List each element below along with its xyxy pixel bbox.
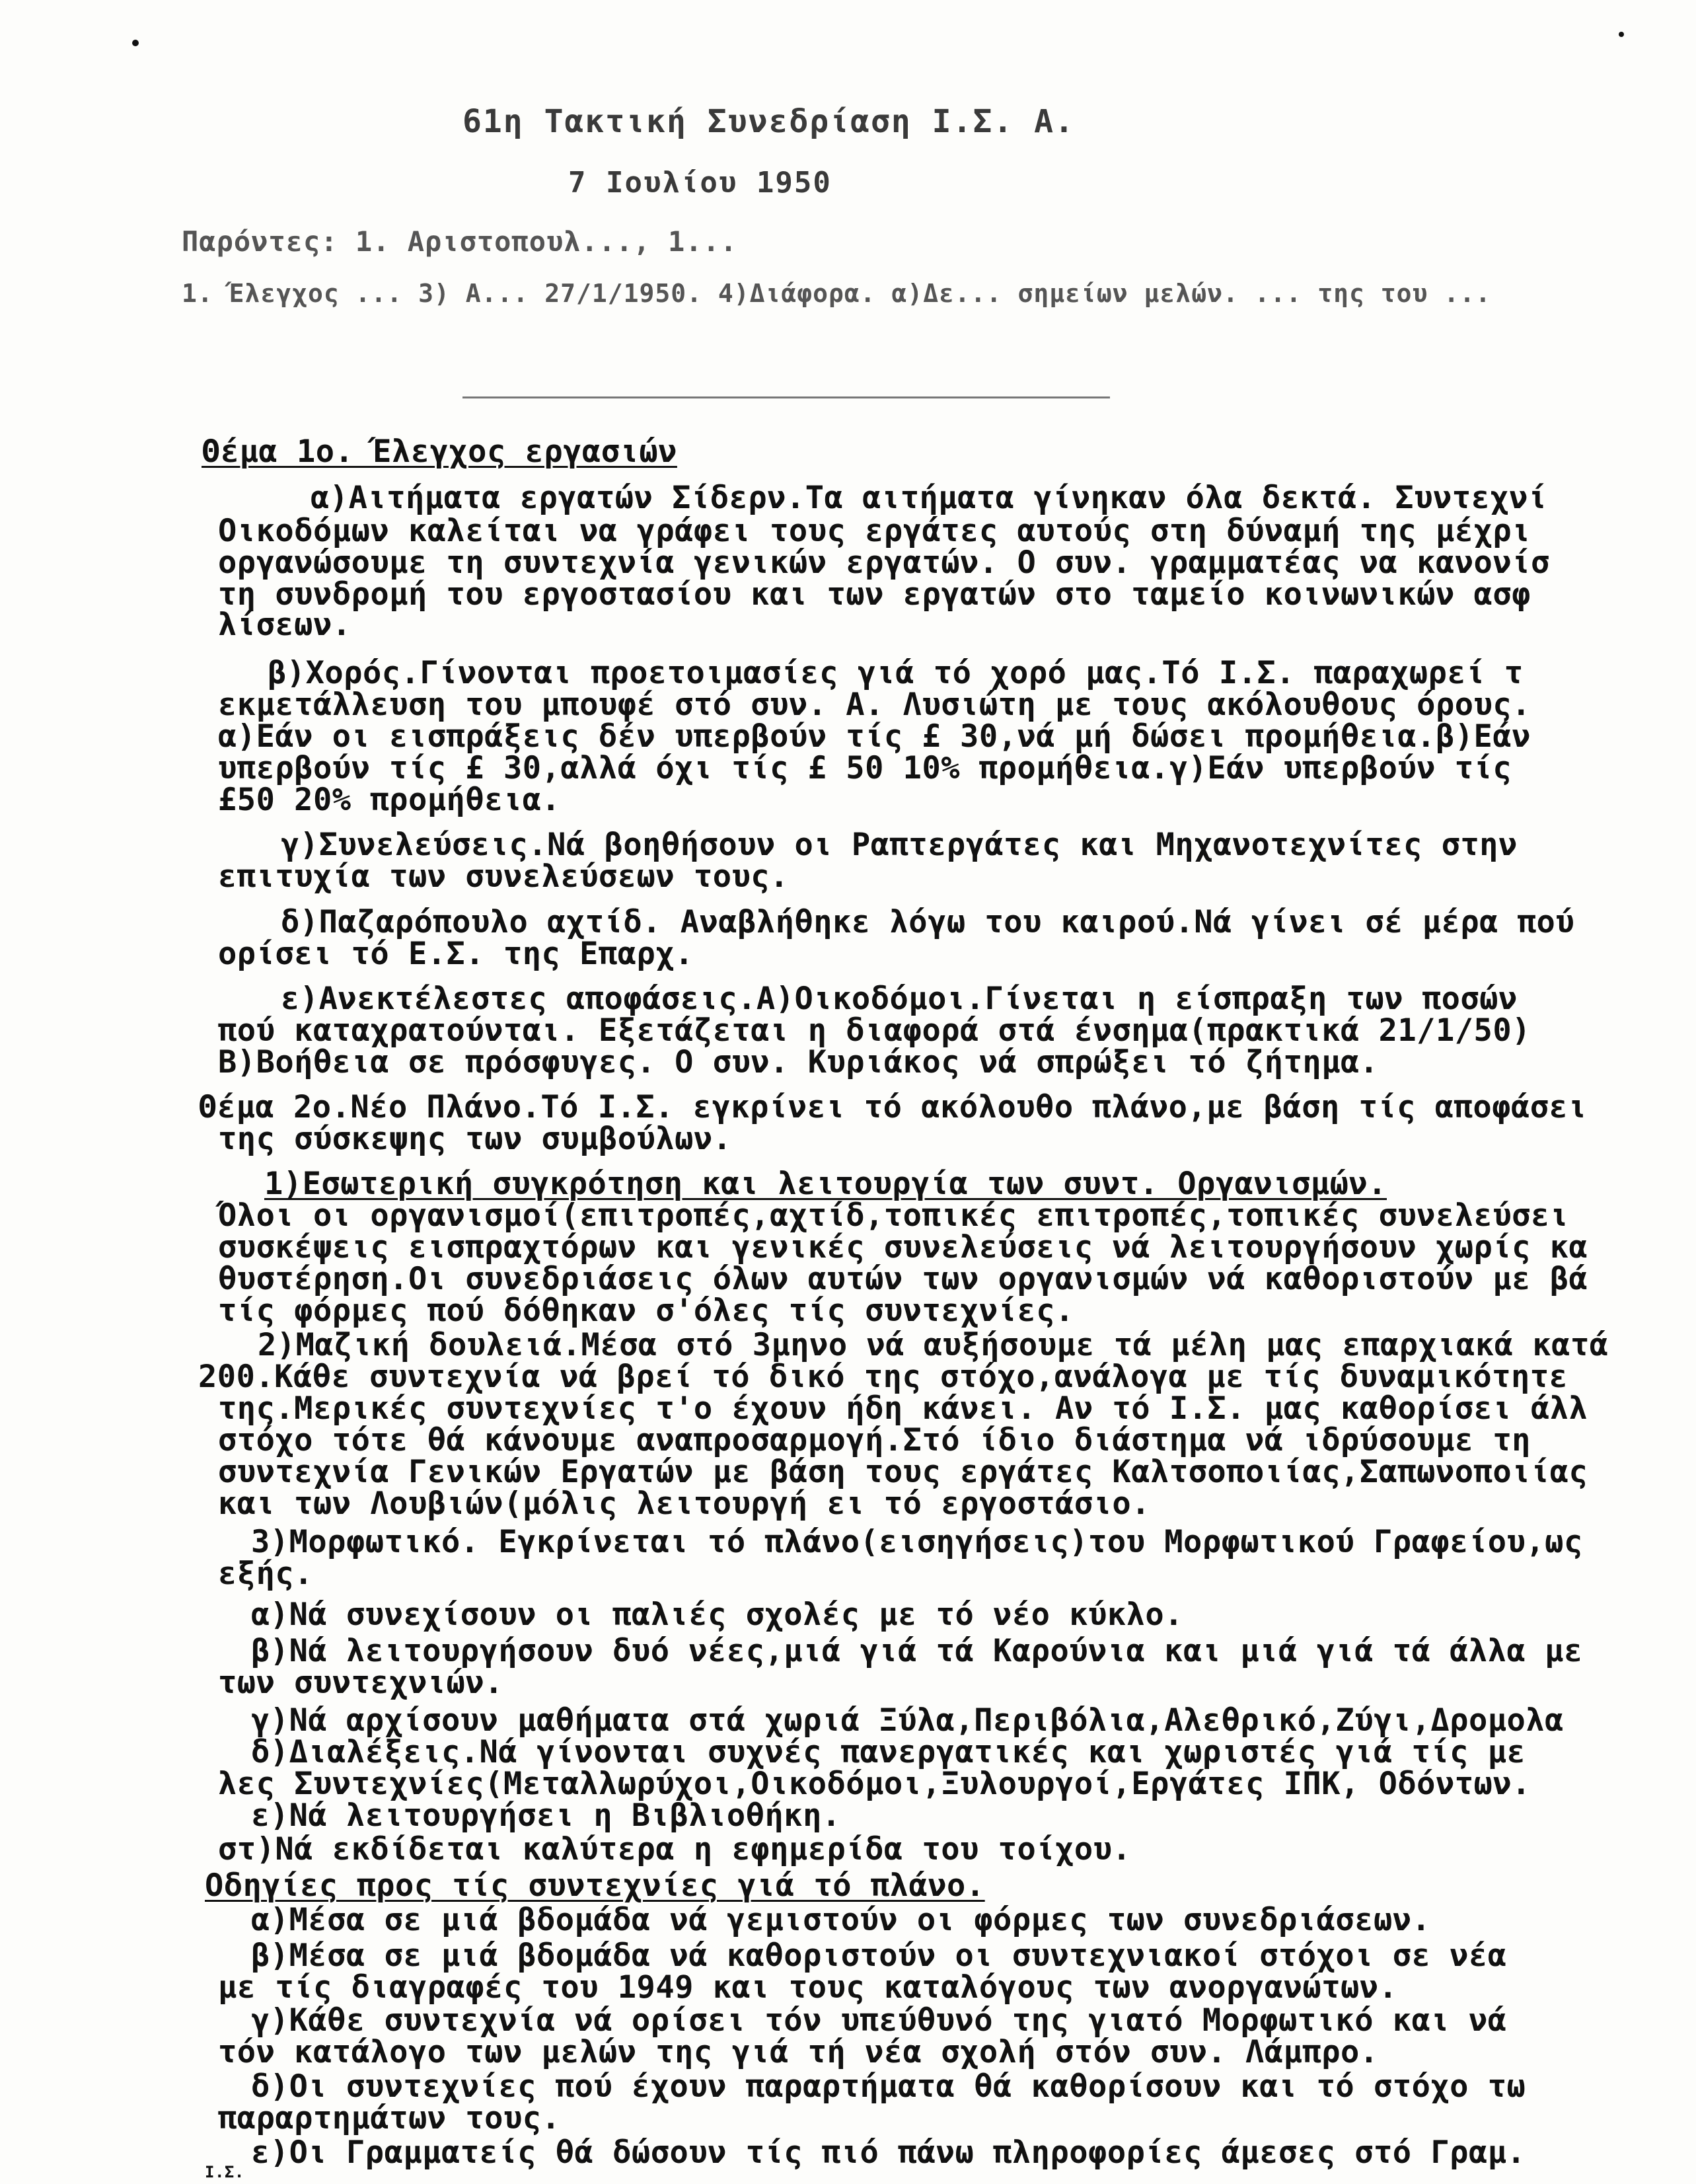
body-line: συσκέψεις εισπραχτόρων και γενικές συνελεύσεις νά λειτουργήσουν χωρίς κα <box>218 1229 1588 1265</box>
body-line: και των Λουβιών(μόλις λειτουργή ει τό εργοστάσιο. <box>218 1486 1151 1522</box>
body-line: εκμετάλλευση του μπουφέ στό συν. Α. Λυσιώτη με τους ακόλουθους όρους. <box>218 687 1531 723</box>
attendance-line: Παρόντες: 1. Αριστοπουλ..., 1... <box>182 225 738 258</box>
body-line: Ι.Σ. <box>205 2163 244 2181</box>
body-line: με τίς διαγραφές του 1949 και τους καταλόγους των ανοργανώτων. <box>218 1969 1398 2006</box>
body-line: α)Νά συνεχίσουν οι παλιές σχολές με τό νέο κύκλο. <box>251 1597 1184 1633</box>
body-line: γ)Κάθε συντεχνία νά ορίσει τόν υπεύθυνό της γιατό Μορφωτικό και νά <box>251 2002 1507 2039</box>
body-line: 2)Μαζική δουλειά.Μέσα στό 3μηνο νά αυξήσουμε τά μέλη μας επαρχιακά κατά <box>258 1327 1609 1363</box>
separator-line <box>462 396 1110 398</box>
body-line: Οικοδόμων καλείται να γράφει τους εργάτες αυτούς στη δύναμή της μέχρι <box>218 513 1531 549</box>
body-line: δ)Διαλέξεις.Νά γίνονται συχνές πανεργατικές και χωριστές γιά τίς με <box>251 1734 1526 1770</box>
body-line: πού καταχρατούνται. Εξετάζεται η διαφορά στά ένσημα(πρακτικά 21/1/50) <box>218 1012 1531 1049</box>
scan-speck <box>132 40 139 46</box>
body-line: δ)Οι συντεχνίες πού έχουν παραρτήματα θά καθορίσουν και τό στόχο τω <box>251 2068 1526 2105</box>
scan-speck <box>1619 32 1624 37</box>
body-line: γ)Νά αρχίσουν μαθήματα στά χωριά Ξύλα,Περιβόλια,Αλεθρικό,Ζύγι,Δρομολα <box>251 1702 1564 1739</box>
body-line: Όλοι οι οργανισμοί(επιτροπές,αχτίδ,τοπικές επιτροπές,τοπικές συνελεύσει <box>218 1197 1569 1234</box>
body-line: δ)Παζαρόπουλο αχτίδ. Αναβλήθηκε λόγω του καιρού.Νά γίνει σέ μέρα πού <box>281 904 1575 940</box>
body-line: ορίσει τό Ε.Σ. της Επαρχ. <box>218 936 694 972</box>
body-line: α)Μέσα σε μιά βδομάδα νά γεμιστούν οι φόρμες των συνεδριάσεων. <box>251 1902 1431 1938</box>
body-line: της.Μερικές συντεχνίες τ'ο έχουν ήδη κάνει. Αν τό Ι.Σ. μας καθορίσει άλλ <box>218 1390 1588 1427</box>
body-line: λες Συντεχνίες(Μεταλλωρύχοι,Οικοδόμοι,Ξυλουργοί,Εργάτες ΙΠΚ, Οδόντων. <box>218 1766 1531 1802</box>
body-line: β)Μέσα σε μιά βδομάδα νά καθοριστούν οι συντεχνιακοί στόχοι σε νέα <box>251 1938 1507 1974</box>
body-line: ε)Νά λειτουργήσει η Βιβλιοθήκη. <box>251 1797 841 1834</box>
body-line: εξής. <box>218 1556 313 1592</box>
body-line: τίς φόρμες πού δόθηκαν σ'όλες τίς συντεχνίες. <box>218 1293 1074 1329</box>
body-line: επιτυχία των συνελεύσεων τους. <box>218 858 789 895</box>
body-line: ε)Οι Γραμματείς θά δώσουν τίς πιό πάνω πληροφορίες άμεσες στό Γραμ. <box>251 2134 1526 2171</box>
body-line: γ)Συνελεύσεις.Νά βοηθήσουν οι Ραπτεργάτες και Μηχανοτεχνίτες στην <box>281 827 1518 863</box>
subsection-heading: 1)Εσωτερική συγκρότηση και λειτουργία των συντ. Οργανισμών. <box>264 1166 1387 1202</box>
body-line: θυστέρηση.Οι συνεδριάσεις όλων αυτών των οργανισμών νά καθοριστούν με βά <box>218 1261 1588 1297</box>
section-heading: Θέμα 1ο. Έλεγχος εργασιών <box>202 433 677 470</box>
minutes-title: 61η Τακτική Συνεδρίαση Ι.Σ. Α. <box>462 103 1075 140</box>
body-line: της σύσκεψης των συμβούλων. <box>218 1121 732 1157</box>
body-line: Θέμα 2ο.Νέο Πλάνο.Τό Ι.Σ. εγκρίνει τό ακόλουθο πλάνο,με βάση τίς αποφάσει <box>198 1089 1588 1125</box>
body-line: £50 20% προμήθεια. <box>218 782 561 818</box>
body-line: στόχο τότε θά κάνουμε αναπροσαρμογή.Στό ίδιο διάστημα νά ιδρύσουμε τη <box>218 1422 1531 1458</box>
body-line: στ)Νά εκδίδεται καλύτερα η εφημερίδα του τοίχου. <box>218 1831 1132 1867</box>
instructions-heading: Οδηγίες προς τίς συντεχνίες γιά τό πλάνο. <box>205 1867 985 1904</box>
body-line: υπερβούν τίς £ 30,αλλά όχι τίς £ 50 10% προμήθεια.γ)Εάν υπερβούν τίς <box>218 750 1512 786</box>
body-line: τόν κατάλογο των μελών της γιά τή νέα σχολή στόν συν. Λάμπρο. <box>218 2034 1379 2070</box>
meeting-date: 7 Ιουλίου 1950 <box>568 166 832 200</box>
body-line: α)Αιτήματα εργατών Σίδερν.Τα αιτήματα γίνηκαν όλα δεκτά. Συντεχνί <box>311 480 1547 516</box>
body-line: 200.Κάθε συντεχνία νά βρεί τό δικό της στόχο,ανάλογα με τίς δυναμικότητε <box>198 1359 1568 1395</box>
body-line: β)Νά λειτουργήσουν δυό νέες,μιά γιά τά Καρούνια και μιά γιά τά άλλα με <box>251 1633 1583 1669</box>
body-line: οργανώσουμε τη συντεχνία γενικών εργατών. Ο συν. γραμματέας να κανονίσ <box>218 545 1550 581</box>
body-line: α)Εάν οι εισπράξεις δέν υπερβούν τίς £ 30,νά μή δώσει προμήθεια.β)Εάν <box>218 718 1531 755</box>
body-line: συντεχνία Γενικών Εργατών με βάση τους εργάτες Καλτσοποιίας,Σαπωνοποιίας <box>218 1454 1588 1490</box>
body-line: των συντεχνιών. <box>218 1665 503 1701</box>
body-line: λίσεων. <box>218 607 351 643</box>
agenda-line: 1. Έλεγχος ... 3) Α... 27/1/1950. 4)Διάφορα. α)Δε... σημείων μελών. ... της του ... <box>182 279 1491 308</box>
body-line: παραρτημάτων τους. <box>218 2100 561 2136</box>
body-line: τη συνδρομή του εργοστασίου και των εργατών στο ταμείο κοινωνικών ασφ <box>218 576 1531 613</box>
body-line: Β)Βοήθεια σε πρόσφυγες. Ο συν. Κυριάκος νά σπρώξει τό ζήτημα. <box>218 1044 1379 1080</box>
body-line: 3)Μορφωτικό. Εγκρίνεται τό πλάνο(εισηγήσεις)του Μορφωτικού Γραφείου,ως <box>251 1524 1583 1560</box>
body-line: β)Χορός.Γίνονται προετοιμασίες γιά τό χορό μας.Τό Ι.Σ. παραχωρεί τ <box>268 655 1524 691</box>
body-line: ε)Ανεκτέλεστες αποφάσεις.Α)Οικοδόμοι.Γίνεται η είσπραξη των ποσών <box>281 981 1518 1017</box>
